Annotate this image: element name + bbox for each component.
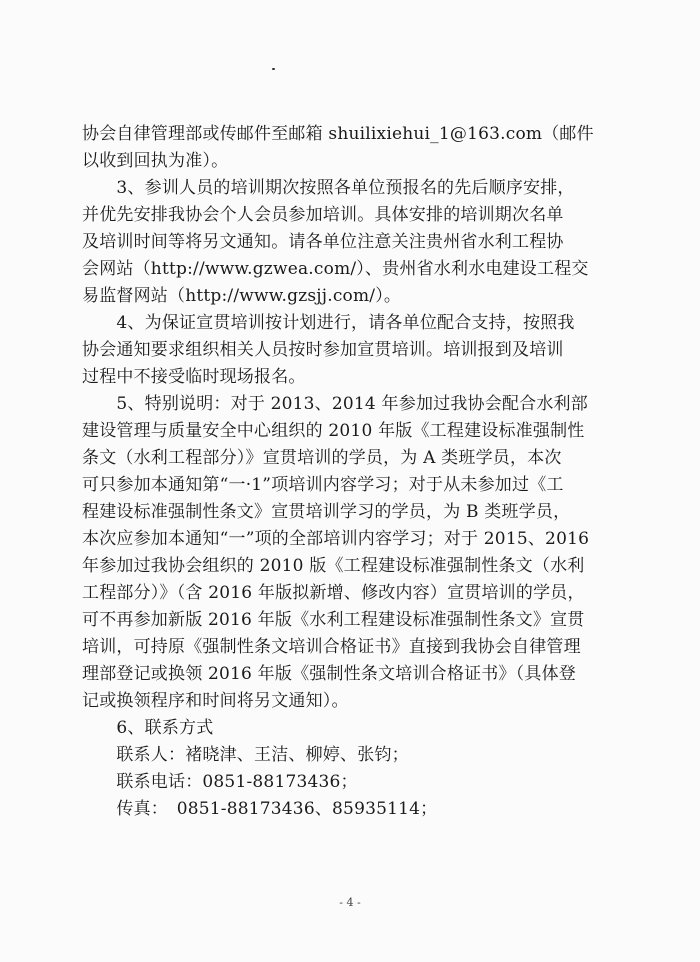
document-body — [82, 121, 630, 823]
text-line: 传真： 0851-88173436、85935114； — [82, 799, 438, 819]
text-line: 条文（水利工程部分）》宣贯培训的学员，为 A 类班学员，本次 — [82, 448, 562, 468]
scan-mark — [272, 68, 275, 70]
text-line: 联系人：褚晓津、王洁、柳婷、张钧； — [82, 745, 409, 765]
text-line: 可只参加本通知第“一·1”项培训内容学习；对于从未参加过《工 — [82, 475, 564, 495]
text-line: 程建设标准强制性条文》宣贯培训学习的学员，为 B 类班学员， — [82, 502, 571, 522]
text-line: 年参加过我协会组织的 2010 版《工程建设标准强制性条文（水利 — [82, 556, 585, 576]
text-line: 培训，可持原《强制性条文培训合格证书》直接到我协会自律管理 — [82, 637, 581, 657]
text-line: 6、联系方式 — [82, 718, 214, 738]
text-line: 4、为保证宣贯培训按计划进行，请各单位配合支持，按照我 — [82, 313, 575, 333]
text-line: 以收到回执为准）。 — [82, 151, 229, 171]
text-line: 联系电话：0851-88173436； — [82, 772, 358, 792]
text-line: 并优先安排我协会个人会员参加培训。具体安排的培训期次名单 — [82, 205, 564, 225]
text-line: 建设管理与质量安全中心组织的 2010 年版《工程建设标准强制性 — [82, 421, 585, 441]
text-line: 会网站（http://www.gzwea.com/）、贵州省水利水电建设工程交 — [82, 259, 589, 279]
text-line: 协会自律管理部或传邮件至邮箱 shuilixiehui_1@163.com（邮件 — [82, 124, 594, 144]
text-line: 3、参训人员的培训期次按照各单位预报名的先后顺序安排， — [82, 178, 575, 198]
text-line: 及培训时间等将另文通知。请各单位注意关注贵州省水利工程协 — [82, 232, 564, 252]
text-line: 本次应参加本通知“一”项的全部培训内容学习；对于 2015、2016 — [82, 529, 590, 549]
text-line: 过程中不接受临时现场报名。 — [82, 367, 306, 387]
text-line: 协会通知要求组织相关人员按时参加宣贯培训。培训报到及培训 — [82, 340, 564, 360]
text-line: 5、特别说明：对于 2013、2014 年参加过我协会配合水利部 — [82, 394, 588, 414]
text-line: 工程部分）》（含 2016 年版拟新增、修改内容）宣贯培训的学员， — [82, 583, 585, 603]
text-line: 易监督网站（http://www.gzsjj.com/）。 — [82, 286, 402, 306]
text-line: 可不再参加新版 2016 年版《水利工程建设标准强制性条文》宣贯 — [82, 610, 585, 630]
text-line: 理部登记或换领 2016 年版《强制性条文培训合格证书》（具体登 — [82, 664, 576, 684]
text-line: 记或换领程序和时间将另文通知）。 — [82, 691, 349, 711]
page-number: - 4 - — [339, 896, 361, 909]
